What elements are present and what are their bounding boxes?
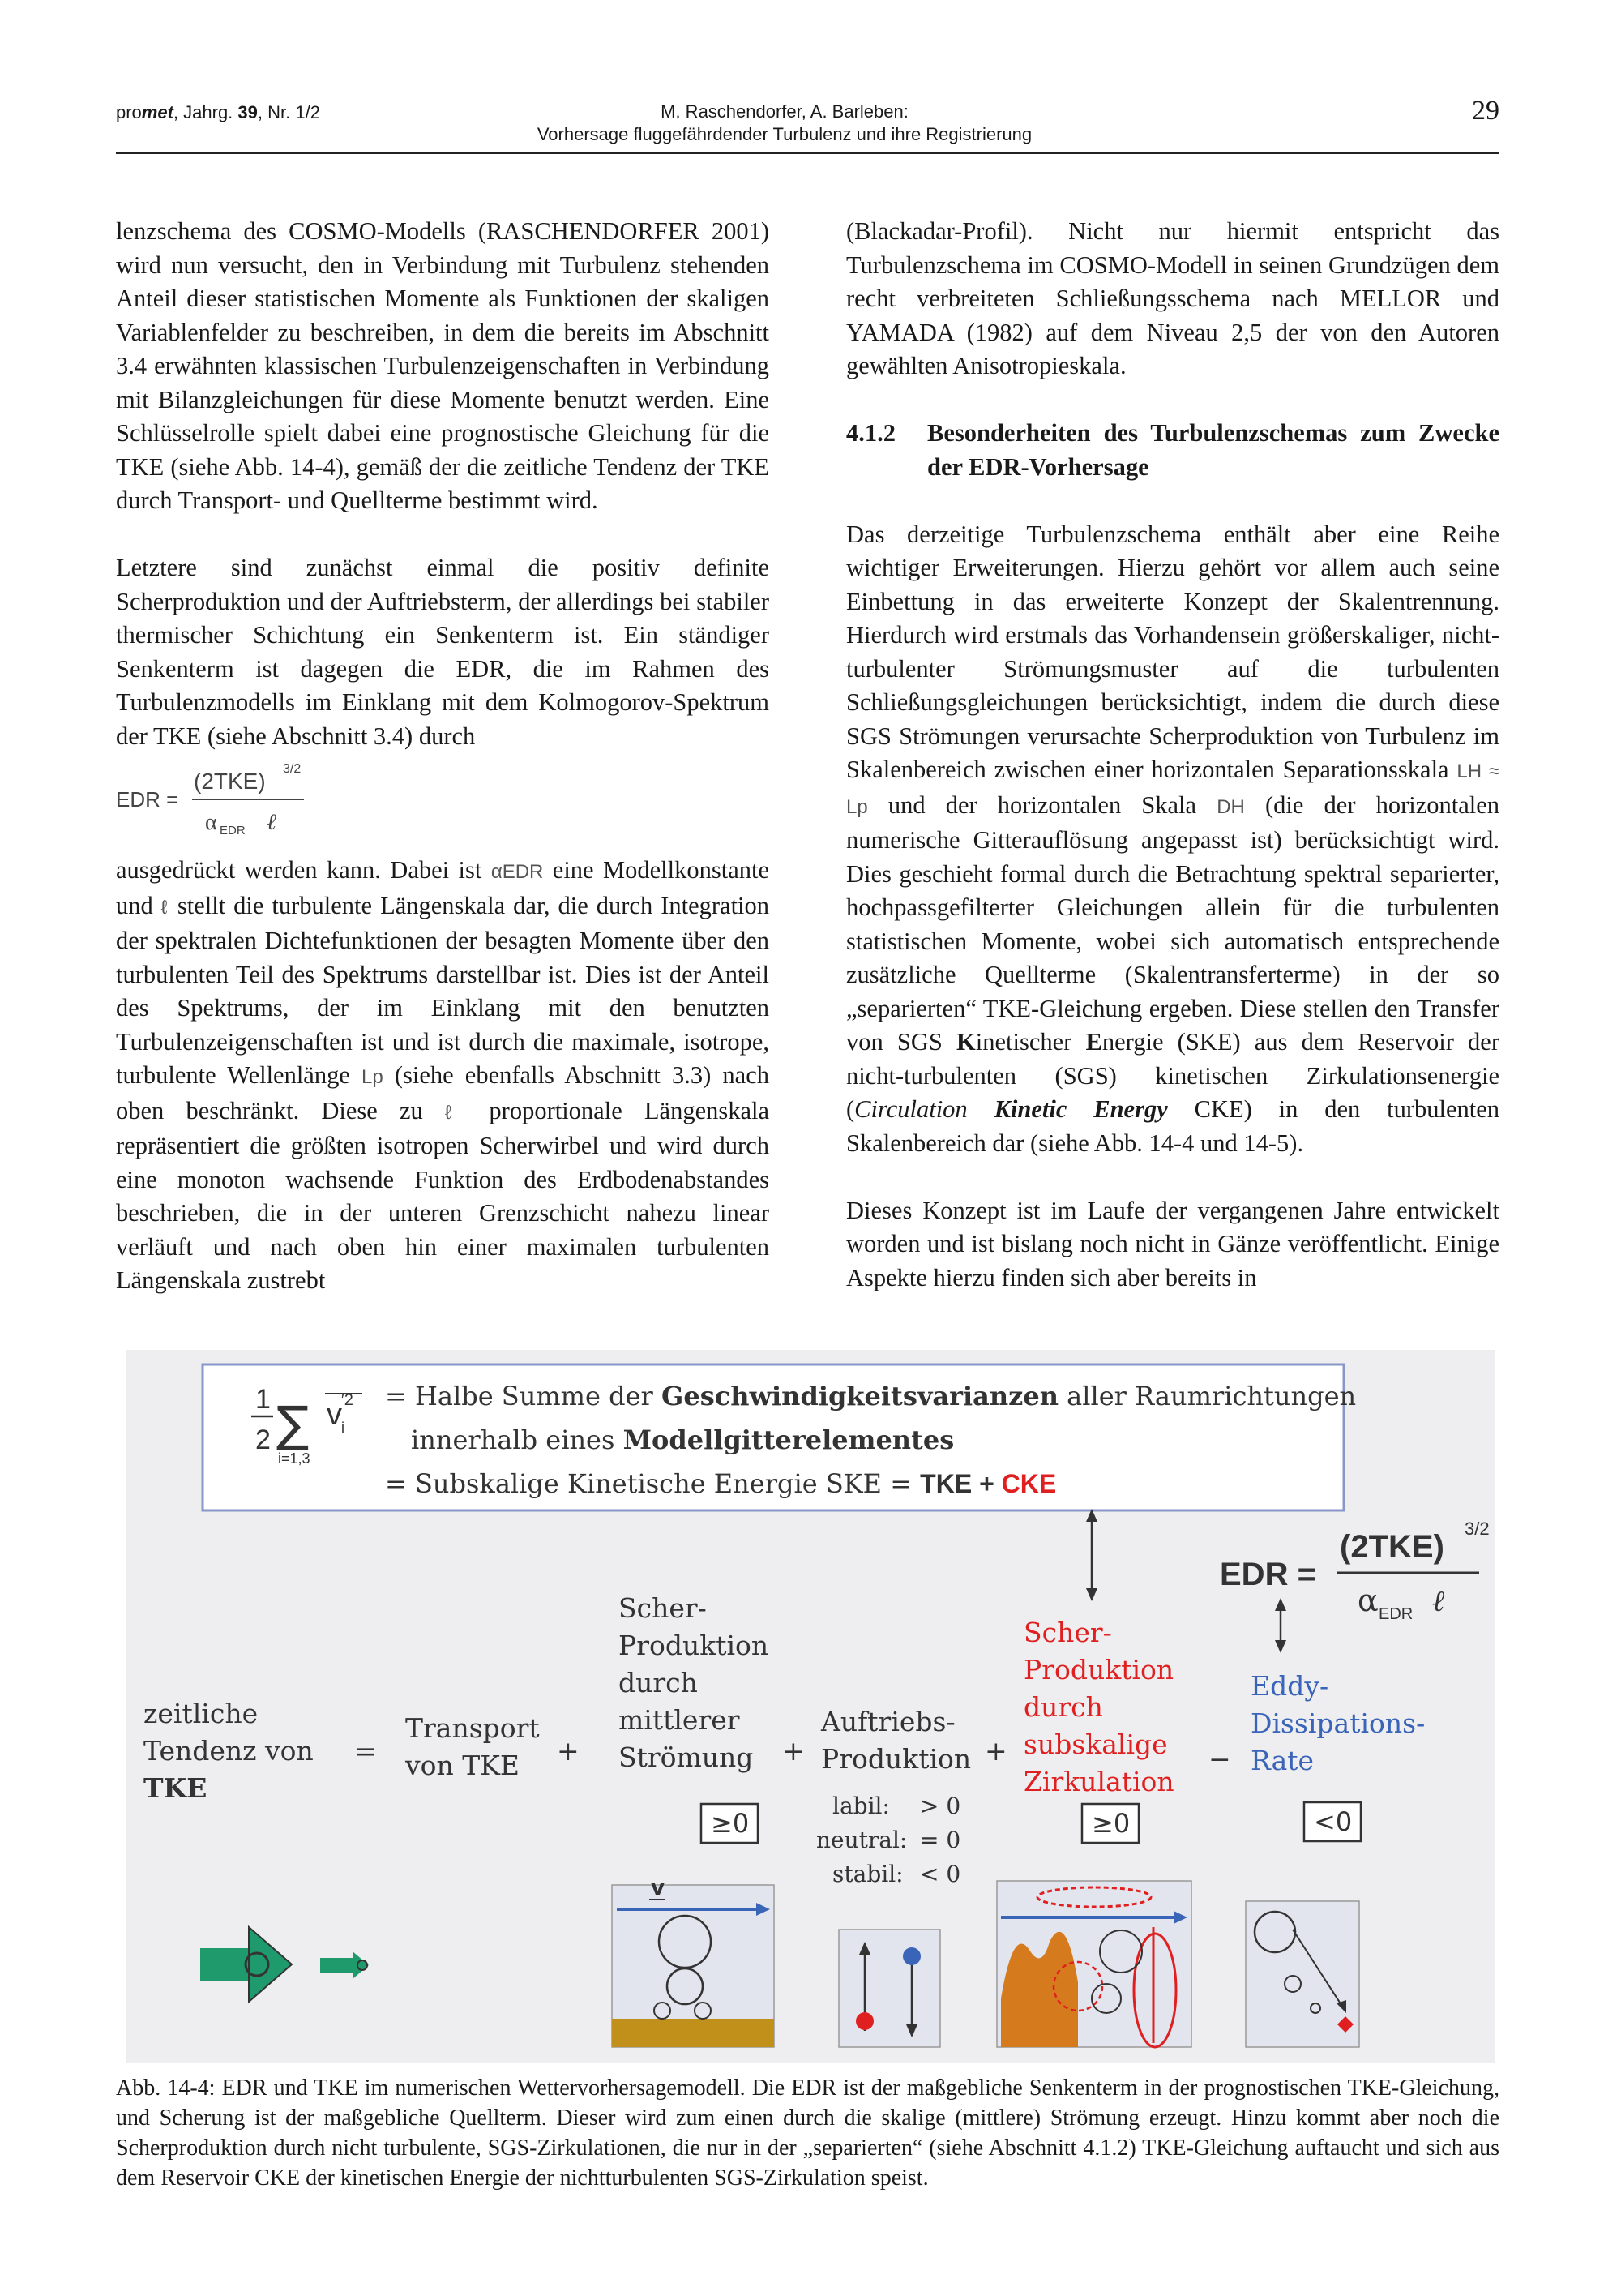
term-tendency-3: TKE — [143, 1772, 207, 1804]
sign-shear: ≥0 — [711, 1808, 750, 1839]
term-sgs-4: subskalige — [1024, 1728, 1168, 1760]
op-minus: − — [1208, 1743, 1231, 1775]
term-tendency-2: Tendenz von — [143, 1735, 314, 1767]
edr-formula — [116, 755, 769, 844]
fig-edr-exponent: 3/2 — [1465, 1519, 1490, 1539]
velocity-subscript: i — [341, 1420, 344, 1436]
page-header — [116, 96, 1499, 154]
term-shear-2: Produktion — [618, 1630, 769, 1661]
stability-list — [816, 1793, 960, 1887]
dissipation-illustration — [1246, 1901, 1359, 2047]
article-title: Vorhersage fluggefährdender Turbulenz und ihre Registrierung — [537, 124, 1033, 144]
edr-formula-graphic — [116, 755, 327, 844]
term-sgs-3: durch — [1024, 1691, 1103, 1723]
paragraph: Letztere sind zunächst einmal die positiv definite Scherproduktion und der Auftriebsterm, der allerdings bei stabiler thermischer Schichtung ein Senkenterm ist. Ein ständiger Senkenterm ist dagegen die EDR, die im Rahmen des Turbulenzmodells im Einklang mit dem Kolmogorov-Spektrum der TKE (siehe Abschnitt 3.4) durch — [116, 554, 769, 750]
section-title: Besonderheiten des Turbulenzschemas zum Zwecke der EDR-Vorhersage — [927, 419, 1499, 481]
term-sgs-5: Zirkulation — [1024, 1766, 1174, 1797]
term-sgs-2: Produktion — [1024, 1654, 1174, 1686]
box-line-1: = Halbe Summe der Geschwindigkeitsvarianzen aller Raumrichtungen — [385, 1381, 1357, 1411]
ell-symbol: ℓ — [160, 896, 169, 919]
sigma-symbol: ∑ — [276, 1396, 310, 1453]
mean-shear-illustration — [612, 1876, 774, 2047]
term-shear-4: mittlerer — [618, 1704, 740, 1736]
op-plus: + — [557, 1735, 580, 1767]
stability-value: < 0 — [920, 1861, 961, 1887]
term-dissipation-3: Rate — [1251, 1745, 1315, 1776]
authors: M. Raschendorfer, A. Barleben: — [661, 101, 909, 122]
term-buoyancy-2: Produktion — [821, 1743, 972, 1775]
fig-edr-alpha: α — [1358, 1583, 1379, 1618]
figure-diagram — [126, 1350, 1495, 2063]
term-shear-5: Strömung — [618, 1741, 754, 1773]
edr-formula-alpha-sub: EDR — [220, 824, 246, 837]
sum-fraction-num: 1 — [255, 1384, 271, 1415]
stability-value: > 0 — [920, 1793, 961, 1819]
dh-symbol: DH — [1217, 795, 1245, 818]
term-dissipation-1: Eddy- — [1251, 1670, 1329, 1702]
term-transport-2: von TKE — [405, 1750, 520, 1781]
section-number: 4.1.2 — [846, 419, 896, 447]
edr-formula-ell: ℓ — [267, 810, 276, 835]
term-sgs-1: Scher- — [1024, 1617, 1112, 1648]
edr-formula-alpha: α — [205, 810, 217, 835]
stability-label: labil: — [832, 1793, 890, 1819]
stability-label: neutral: — [816, 1827, 908, 1853]
sgs-circulation-illustration — [997, 1881, 1191, 2047]
sign-sgs: ≥0 — [1092, 1808, 1131, 1839]
transport-illustration — [200, 1927, 369, 2002]
op-plus: + — [985, 1735, 1007, 1767]
fig-edr-alpha-sub: EDR — [1379, 1605, 1414, 1623]
box-line-2: innerhalb eines Modellgitterelementes — [411, 1424, 955, 1455]
alpha-edr-symbol: αEDR — [490, 861, 544, 883]
paragraph: ausgedrückt werden kann. Dabei ist αEDR eine Modellkonstante und ℓ stellt die turbulente Längenskala dar, die durch Integration der spektralen Dichtefunktionen der besagten Momente über den turbulenten Teil des Spektrums darstellbar ist. Dies ist der Anteil des Spektrums, der im Einklang mit den benutzten Turbulenzeigenschaften ist und ist durch die maximale, isotrope, turbulente Wellenlänge Lp (siehe ebenfalls Abschnitt 3.3) nach oben beschränkt. Diese zu ℓ proportionale Längenskala repräsentiert die größten isotropen Scherwirbel und wird durch eine monoton wachsende Funktion des Erdbodenabstandes beschrieben, die in der unteren Grenzschicht nahezu linear verläuft und nach oben hin einer maximalen turbulenten Längenskala zustrebt — [116, 856, 770, 1294]
stability-value: = 0 — [920, 1827, 961, 1853]
term-buoyancy-1: Auftriebs- — [821, 1706, 956, 1737]
lp-symbol: Lp — [361, 1066, 383, 1088]
stability-label: stabil: — [832, 1861, 904, 1887]
term-dissipation-2: Dissipations- — [1251, 1707, 1426, 1739]
edr-formula-exponent: 3/2 — [283, 762, 302, 776]
equation-terms — [143, 1592, 1425, 1804]
velocity-symbol: v — [327, 1398, 342, 1432]
paragraph: Dieses Konzept ist im Laufe der vergangenen Jahre entwickelt worden und ist bislang noch nicht in Gänze veröffentlicht. Einige Aspekte hierzu finden sich aber bereits in — [846, 1196, 1499, 1292]
term-tendency-1: zeitliche — [143, 1698, 259, 1729]
paragraph: lenzschema des COSMO-Modells (RASCHENDORFER 2001) wird nun versucht, den in Verbindung mit Turbulenz stehenden Anteil dieser statistischen Momente als Funktionen der skaligen Variablenfelder zu beschreiben, in dem die bereits im Abschnitt 3.4 erwähnten klassischen Turbulenzeigenschaften in Verbindung mit Bilanzgleichungen für diese Momente benutzt werden. Eine Schlüsselrolle spielt dabei eine prognostische Gleichung für die TKE (siehe Abb. 14-4), gemäß der die zeitliche Tendenz der TKE durch Transport- und Quellterme bestimmt wird. — [116, 217, 769, 514]
fig-edr-lhs: EDR = — [1220, 1557, 1316, 1592]
mean-velocity-label: v — [651, 1876, 665, 1900]
ell-symbol: ℓ — [444, 1101, 468, 1124]
sum-index: i=1,3 — [278, 1450, 310, 1467]
sign-dissipation: <0 — [1314, 1806, 1353, 1837]
term-shear-3: durch — [618, 1667, 698, 1698]
buoyancy-illustration — [839, 1930, 940, 2047]
journal-info: promet, Jahrg. 39, Nr. 1/2 — [116, 102, 320, 122]
edr-formula-lhs: EDR = — [116, 787, 179, 812]
right-column — [846, 215, 1499, 1329]
fig-edr-numerator: (2TKE) — [1340, 1529, 1444, 1565]
paragraph: Das derzeitige Turbulenzschema enthält aber eine Reihe wichtiger Erweiterungen. Hierzu gehört vor allem auch seine Einbettung in das erweiterte Konzept der Skalentrennung. Hierdurch wird erstmals das Vorhandensein größerskaliger, nicht-turbulenter Strömungsmuster auf die turbulenten Schließungsgleichungen berücksichtigt, indem die durch diese SGS Strömungen verursachte Scherproduktion von Turbulenz im Skalenbereich zwischen einer horizontalen Separationsskala LH ≈ Lp und der horizontalen Skala DH (die der horizontalen numerische Gitterauflösung angepasst ist) berücksichtigt wird. Dies geschieht formal durch die Betrachtung spektral separierter, hochpassgefilterter Gleichungen allein für die turbulenten statistischen Momente, wobei sich automatisch entsprechende zusätzliche Quellterme (Skalentransferterme) in der so „separierten“ TKE-Gleichung ergeben. Diese stellen den Transfer von SGS Kinetischer Energie (SKE) aus dem Reservoir der nicht-turbulenten (SGS) kinetischen Zirkulationsenergie (Circulation Kinetic Energy CKE) in den turbulenten Skalenbereich dar (siehe Abb. 14-4 und 14-5). — [846, 520, 1500, 1157]
paragraph: (Blackadar-Profil). Nicht nur hiermit entspricht das Turbulenzschema im COSMO-Modell in seinen Grundzügen dem recht verbreiteten Schließungsschema nach MELLOR und YAMADA (1982) auf dem Niveau 2,5 der von den Autoren gewählten Anisotropieskala. — [846, 217, 1499, 379]
page-number: 29 — [1472, 96, 1499, 126]
section-heading — [846, 417, 1499, 484]
edr-formula-numerator: (2TKE) — [194, 769, 266, 794]
sgs-shear-term — [1024, 1617, 1174, 1797]
term-transport-1: Transport — [405, 1712, 540, 1744]
figure-caption: Abb. 14-4: EDR und TKE im numerischen Wettervorhersagemodell. Die EDR ist der maßgebliche Senkenterm in der prognostischen TKE-Gleichung, und Scherung ist der maßgebliche Quellterm. Dieser wird zum einen durch die skalige (mittlere) Strömung erzeugt. Hinzu kommt aber noch die Scherproduktion durch nicht turbulente, SGS-Zirkulationen, die nur in der „separierten“ (siehe Abschnitt 4.1.2) TKE-Gleichung auftaucht und sich aus dem Reservoir CKE der kinetischen Energie der nichtturbulenten SGS-Zirkulation speist. — [116, 2075, 1499, 2191]
running-title — [359, 101, 1210, 146]
sum-fraction-den: 2 — [255, 1424, 271, 1455]
velocity-superscript: ′2 — [341, 1391, 353, 1409]
lh-lp-symbol: LH ≈ Lp — [846, 760, 1499, 818]
left-column — [116, 215, 769, 1331]
term-shear-1: Scher- — [618, 1592, 707, 1624]
box-line-3: = Subskalige Kinetische Energie SKE = TKE + CKE — [385, 1468, 1057, 1499]
fig-edr-ell: ℓ — [1432, 1585, 1444, 1618]
op-equals: = — [354, 1735, 377, 1767]
op-plus: + — [782, 1735, 805, 1767]
figure-14-4 — [126, 1350, 1495, 2063]
dissipation-term — [1251, 1670, 1425, 1776]
